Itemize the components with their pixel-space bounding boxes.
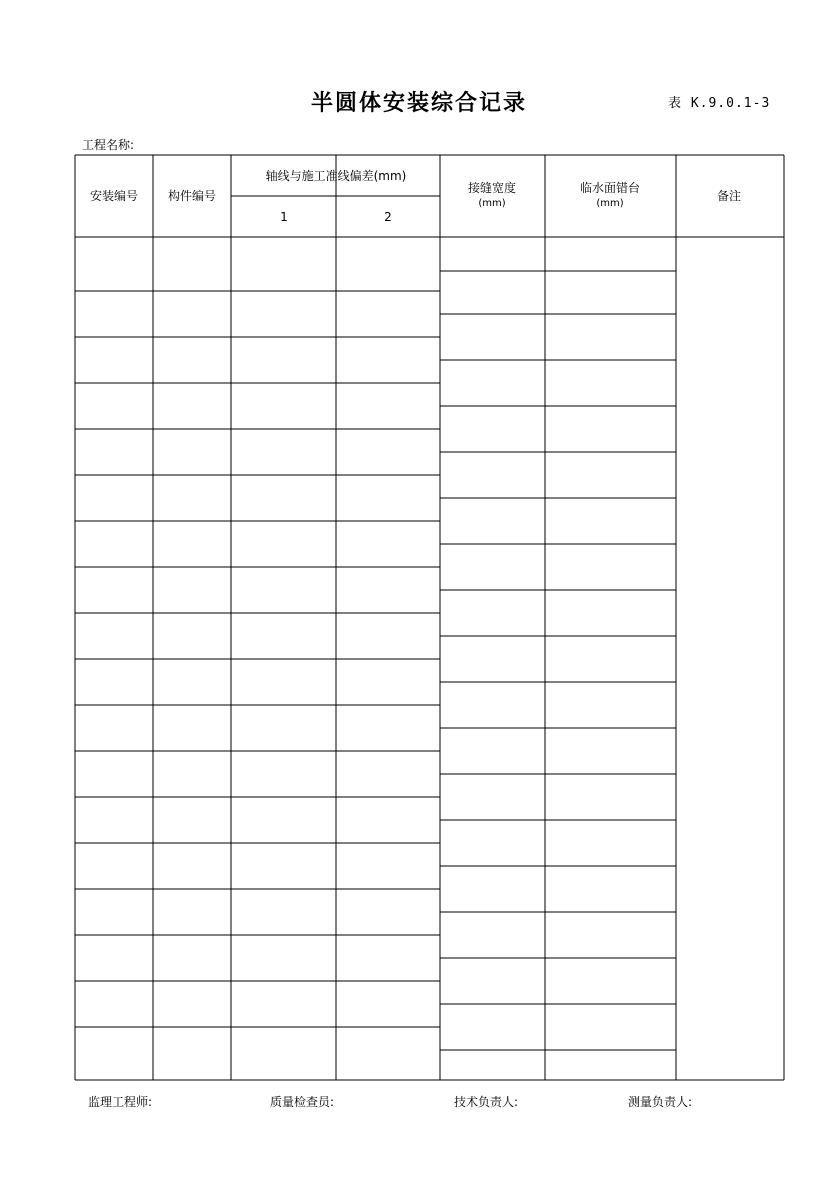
sig-survey-lead: 测量负责人:: [628, 1095, 693, 1109]
header-joint-width-unit: (mm): [478, 198, 506, 209]
sig-quality-inspector: 质量检查员:: [270, 1095, 335, 1109]
header-axis-col-1: 1: [280, 210, 288, 224]
document-title: 半圆体安装综合记录: [310, 91, 527, 116]
sig-supervisor: 监理工程师:: [88, 1095, 153, 1109]
header-axis-deviation: 轴线与施工准线偏差(mm): [265, 169, 407, 183]
header-axis-col-2: 2: [384, 210, 392, 224]
form-code: 表 K.9.0.1-3: [668, 96, 771, 111]
header-install-no: 安装编号: [89, 189, 139, 203]
header-water-offset-unit: (mm): [596, 198, 624, 209]
header-component-no: 构件编号: [167, 189, 217, 203]
header-water-offset: 临水面错台: [579, 181, 641, 195]
header-remarks: 备注: [716, 189, 742, 203]
header-joint-width: 接缝宽度: [467, 181, 517, 195]
sig-technical-lead: 技术负责人:: [454, 1095, 519, 1109]
project-name-label: 工程名称:: [82, 138, 135, 152]
